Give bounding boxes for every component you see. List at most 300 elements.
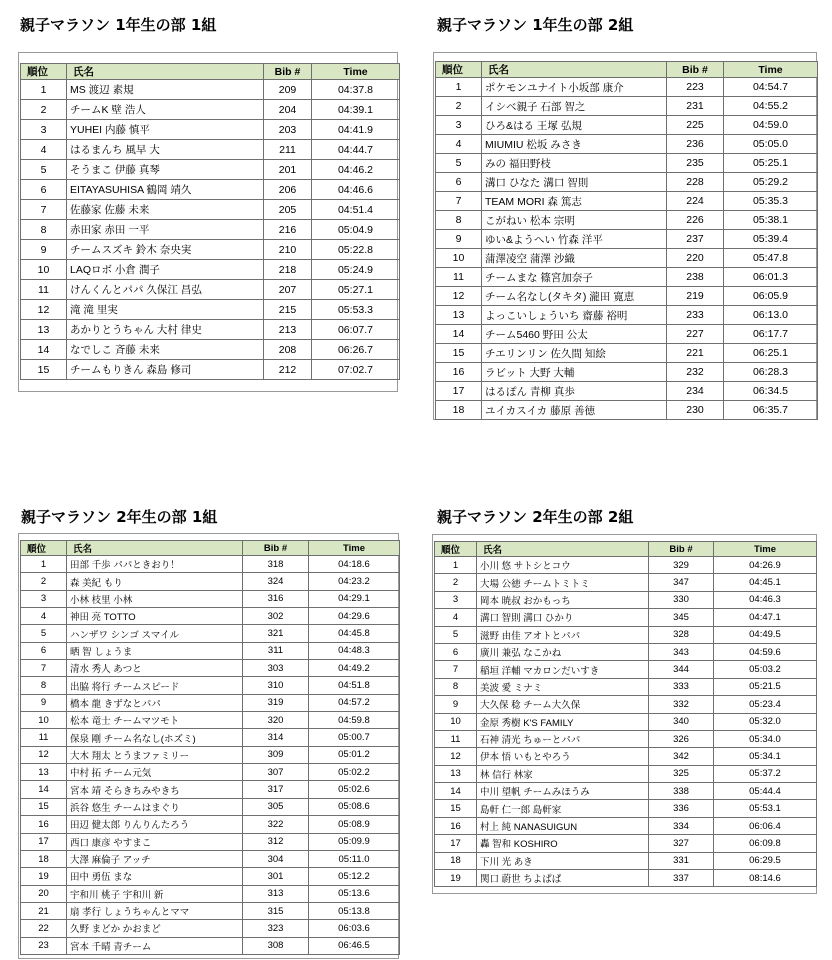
section-3-results-table: [20, 540, 400, 955]
table-row: [21, 140, 400, 160]
time-cell: 05:37.2: [714, 765, 817, 782]
time-cell: 05:03.2: [714, 661, 817, 678]
bib-cell: 345: [649, 609, 714, 626]
name-cell: 田辺 健太郎 りんりんたろう: [67, 816, 243, 833]
table-row: [436, 306, 818, 325]
rank-cell: 8: [435, 678, 477, 695]
table-row: [436, 135, 818, 154]
bib-cell: 315: [243, 902, 309, 919]
table-row: [21, 798, 400, 815]
time-cell: 05:29.2: [724, 173, 818, 192]
name-cell: 小林 枝里 小林: [67, 590, 243, 607]
table-row: [436, 211, 818, 230]
name-cell: ゆい&ようへい 竹森 洋平: [482, 230, 667, 249]
name-cell: 赤田家 赤田 一平: [67, 220, 264, 240]
rank-column-header: 順位: [436, 62, 482, 78]
rank-cell: 21: [21, 902, 67, 919]
rank-cell: 8: [21, 220, 67, 240]
rank-cell: 19: [21, 868, 67, 885]
bib-cell: 327: [649, 835, 714, 852]
rank-cell: 15: [21, 360, 67, 380]
table-row: [21, 240, 400, 260]
bib-cell: 305: [243, 798, 309, 815]
rank-cell: 2: [21, 573, 67, 590]
name-cell: チームスズキ 鈴木 奈央実: [67, 240, 264, 260]
table-row: [21, 180, 400, 200]
table-row: [21, 220, 400, 240]
table-row: [21, 590, 400, 607]
name-cell: ユイカスイカ 藤原 善徳: [482, 401, 667, 420]
table-row: [436, 97, 818, 116]
name-cell: そうまこ 伊藤 真琴: [67, 160, 264, 180]
time-cell: 07:02.7: [312, 360, 400, 380]
rank-cell: 16: [21, 816, 67, 833]
bib-cell: 329: [649, 557, 714, 574]
rank-cell: 3: [21, 120, 67, 140]
bib-cell: 215: [264, 300, 312, 320]
bib-cell: 234: [667, 382, 724, 401]
time-cell: 05:05.0: [724, 135, 818, 154]
bib-cell: 313: [243, 885, 309, 902]
name-cell: 田中 勇伍 まな: [67, 868, 243, 885]
time-cell: 04:29.6: [309, 608, 400, 625]
rank-cell: 5: [21, 160, 67, 180]
time-cell: 05:13.6: [309, 885, 400, 902]
time-cell: 06:26.7: [312, 340, 400, 360]
name-cell: 滋野 由佳 アオトとパパ: [477, 626, 649, 643]
rank-cell: 18: [435, 852, 477, 869]
bib-cell: 303: [243, 660, 309, 677]
name-cell: MIUMIU 松坂 みさき: [482, 135, 667, 154]
time-cell: 06:09.8: [714, 835, 817, 852]
table-row: [21, 608, 400, 625]
time-cell: 04:59.0: [724, 116, 818, 135]
name-cell: 浜谷 悠生 チームはまぐり: [67, 798, 243, 815]
table-row: [21, 729, 400, 746]
bib-cell: 220: [667, 249, 724, 268]
bib-cell: 225: [667, 116, 724, 135]
time-cell: 04:18.6: [309, 556, 400, 573]
bib-cell: 238: [667, 268, 724, 287]
time-cell: 04:45.1: [714, 574, 817, 591]
table-row: [21, 642, 400, 659]
bib-cell: 233: [667, 306, 724, 325]
table-header-row: [21, 541, 400, 556]
bib-cell: 206: [264, 180, 312, 200]
table-row: [436, 325, 818, 344]
rank-cell: 1: [21, 80, 67, 100]
name-cell: 扇 孝行 しょうちゃんとママ: [67, 902, 243, 919]
table-row: [435, 713, 817, 730]
bib-cell: 309: [243, 746, 309, 763]
table-row: [21, 764, 400, 781]
time-cell: 06:34.5: [724, 382, 818, 401]
time-cell: 05:11.0: [309, 850, 400, 867]
name-cell: LAQロボ 小倉 潤子: [67, 260, 264, 280]
bib-cell: 330: [649, 591, 714, 608]
rank-cell: 2: [21, 100, 67, 120]
time-cell: 04:45.8: [309, 625, 400, 642]
bib-cell: 314: [243, 729, 309, 746]
bib-cell: 209: [264, 80, 312, 100]
bib-cell: 343: [649, 643, 714, 660]
time-cell: 06:35.7: [724, 401, 818, 420]
time-cell: 04:44.7: [312, 140, 400, 160]
time-cell: 05:13.8: [309, 902, 400, 919]
rank-cell: 7: [436, 192, 482, 211]
rank-cell: 8: [436, 211, 482, 230]
table-row: [436, 401, 818, 420]
table-row: [21, 160, 400, 180]
bib-cell: 219: [667, 287, 724, 306]
rank-cell: 18: [21, 850, 67, 867]
table-row: [436, 249, 818, 268]
bib-cell: 340: [649, 713, 714, 730]
rank-cell: 15: [436, 344, 482, 363]
time-column-header: Time: [724, 62, 818, 78]
table-row: [21, 885, 400, 902]
table-row: [435, 557, 817, 574]
table-row: [21, 573, 400, 590]
rank-cell: 12: [21, 746, 67, 763]
time-cell: 05:35.3: [724, 192, 818, 211]
table-row: [21, 625, 400, 642]
rank-cell: 2: [436, 97, 482, 116]
name-cell: 中川 望帆 チームみほうみ: [477, 783, 649, 800]
table-header-row: [436, 62, 818, 78]
rank-cell: 14: [21, 340, 67, 360]
bib-cell: 236: [667, 135, 724, 154]
rank-cell: 14: [21, 781, 67, 798]
rank-cell: 20: [21, 885, 67, 902]
time-cell: 06:05.9: [724, 287, 818, 306]
table-row: [435, 696, 817, 713]
time-cell: 06:25.1: [724, 344, 818, 363]
bib-cell: 201: [264, 160, 312, 180]
time-cell: 06:29.5: [714, 852, 817, 869]
time-cell: 05:08.9: [309, 816, 400, 833]
rank-cell: 6: [435, 643, 477, 660]
name-cell: 保泉 剛 チーム名なし(ホズミ): [67, 729, 243, 746]
rank-column-header: 順位: [435, 542, 477, 557]
name-cell: 滝 滝 里実: [67, 300, 264, 320]
time-cell: 05:27.1: [312, 280, 400, 300]
rank-cell: 17: [21, 833, 67, 850]
time-cell: 05:53.3: [312, 300, 400, 320]
bib-cell: 228: [667, 173, 724, 192]
name-cell: 村上 純 NANASUIGUN: [477, 817, 649, 834]
rank-cell: 9: [435, 696, 477, 713]
bib-column-header: Bib #: [264, 64, 312, 80]
name-cell: こがねい 松本 宗明: [482, 211, 667, 230]
name-cell: あかりとうちゃん 大村 律史: [67, 320, 264, 340]
rank-cell: 7: [21, 200, 67, 220]
bib-cell: 208: [264, 340, 312, 360]
name-cell: チーム名なし(タキタ) 瀧田 寛恵: [482, 287, 667, 306]
rank-cell: 12: [21, 300, 67, 320]
bib-cell: 332: [649, 696, 714, 713]
table-row: [435, 765, 817, 782]
rank-cell: 16: [436, 363, 482, 382]
bib-cell: 221: [667, 344, 724, 363]
bib-cell: 325: [649, 765, 714, 782]
time-cell: 04:46.6: [312, 180, 400, 200]
name-cell: 大澤 麻倫子 アッチ: [67, 850, 243, 867]
rank-column-header: 順位: [21, 541, 67, 556]
bib-cell: 308: [243, 937, 309, 954]
table-row: [435, 643, 817, 660]
rank-cell: 13: [21, 764, 67, 781]
bib-cell: 211: [264, 140, 312, 160]
time-cell: 05:00.7: [309, 729, 400, 746]
name-cell: よっこいしょういち 齋藤 裕明: [482, 306, 667, 325]
time-cell: 04:29.1: [309, 590, 400, 607]
table-row: [435, 748, 817, 765]
name-cell: YUHEI 内藤 慎平: [67, 120, 264, 140]
rank-cell: 12: [436, 287, 482, 306]
name-cell: 金原 秀樹 K'S FAMILY: [477, 713, 649, 730]
time-cell: 04:55.2: [724, 97, 818, 116]
time-cell: 04:26.9: [714, 557, 817, 574]
rank-cell: 13: [436, 306, 482, 325]
bib-cell: 216: [264, 220, 312, 240]
name-cell: イシベ親子 石部 智之: [482, 97, 667, 116]
bib-cell: 213: [264, 320, 312, 340]
time-cell: 06:03.6: [309, 920, 400, 937]
name-cell: チームもりきん 森島 修司: [67, 360, 264, 380]
time-cell: 05:23.4: [714, 696, 817, 713]
bib-cell: 333: [649, 678, 714, 695]
time-cell: 06:06.4: [714, 817, 817, 834]
table-row: [436, 116, 818, 135]
bib-cell: 336: [649, 800, 714, 817]
bib-cell: 316: [243, 590, 309, 607]
table-row: [436, 154, 818, 173]
name-cell: けんくんとパパ 久保江 昌弘: [67, 280, 264, 300]
rank-cell: 23: [21, 937, 67, 954]
rank-cell: 7: [21, 660, 67, 677]
name-cell: 中村 拓 チーム元気: [67, 764, 243, 781]
rank-cell: 5: [435, 626, 477, 643]
name-cell: 島軒 仁一郎 島軒家: [477, 800, 649, 817]
bib-column-header: Bib #: [649, 542, 714, 557]
table-row: [21, 660, 400, 677]
table-row: [21, 868, 400, 885]
table-row: [21, 850, 400, 867]
rank-cell: 13: [21, 320, 67, 340]
table-row: [21, 833, 400, 850]
bib-cell: 218: [264, 260, 312, 280]
section-3-title: 親子マラソン 2年生の部 1組: [21, 508, 218, 526]
time-cell: 04:51.4: [312, 200, 400, 220]
rank-cell: 6: [436, 173, 482, 192]
time-cell: 06:01.3: [724, 268, 818, 287]
rank-cell: 1: [21, 556, 67, 573]
bib-cell: 230: [667, 401, 724, 420]
name-cell: チームK 壁 浩人: [67, 100, 264, 120]
bib-cell: 331: [649, 852, 714, 869]
time-cell: 05:12.2: [309, 868, 400, 885]
name-cell: MS 渡辺 素規: [67, 80, 264, 100]
name-column-header: 氏名: [67, 64, 264, 80]
rank-cell: 5: [436, 154, 482, 173]
rank-cell: 6: [21, 180, 67, 200]
rank-cell: 3: [21, 590, 67, 607]
table-row: [435, 817, 817, 834]
rank-cell: 14: [435, 783, 477, 800]
name-cell: なでしこ 斉藤 未来: [67, 340, 264, 360]
bib-cell: 307: [243, 764, 309, 781]
bib-cell: 317: [243, 781, 309, 798]
table-row: [21, 120, 400, 140]
rank-cell: 13: [435, 765, 477, 782]
rank-cell: 8: [21, 677, 67, 694]
name-cell: はるまんち 風早 大: [67, 140, 264, 160]
rank-cell: 17: [436, 382, 482, 401]
name-cell: 廣川 兼弘 なこかね: [477, 643, 649, 660]
time-cell: 04:46.2: [312, 160, 400, 180]
table-row: [21, 902, 400, 919]
name-cell: チームまな 篠宮加奈子: [482, 268, 667, 287]
table-row: [435, 661, 817, 678]
time-column-header: Time: [714, 542, 817, 557]
name-cell: 下川 光 あき: [477, 852, 649, 869]
table-row: [21, 100, 400, 120]
bib-cell: 311: [243, 642, 309, 659]
name-cell: 清水 秀人 あつと: [67, 660, 243, 677]
name-cell: 林 信行 林家: [477, 765, 649, 782]
rank-column-header: 順位: [21, 64, 67, 80]
time-cell: 04:48.3: [309, 642, 400, 659]
bib-cell: 322: [243, 816, 309, 833]
time-cell: 05:39.4: [724, 230, 818, 249]
rank-cell: 11: [21, 729, 67, 746]
table-row: [21, 280, 400, 300]
name-cell: 宮本 千晴 青チーム: [67, 937, 243, 954]
name-column-header: 氏名: [482, 62, 667, 78]
bib-column-header: Bib #: [243, 541, 309, 556]
rank-cell: 11: [21, 280, 67, 300]
name-cell: 大木 翔太 とうまファミリー: [67, 746, 243, 763]
name-cell: ひろ&はる 王塚 弘規: [482, 116, 667, 135]
name-cell: 宮本 靖 そらきちみやきち: [67, 781, 243, 798]
time-cell: 04:49.2: [309, 660, 400, 677]
table-row: [435, 800, 817, 817]
table-row: [21, 80, 400, 100]
bib-cell: 302: [243, 608, 309, 625]
name-cell: 田部 千歩 パパときおり！: [67, 556, 243, 573]
name-cell: 岡本 暁叔 おかもっち: [477, 591, 649, 608]
rank-cell: 19: [435, 870, 477, 887]
table-row: [21, 712, 400, 729]
time-cell: 05:08.6: [309, 798, 400, 815]
bib-cell: 326: [649, 730, 714, 747]
name-column-header: 氏名: [67, 541, 243, 556]
name-cell: ポケモンユナイト小坂部 康介: [482, 78, 667, 97]
section-4-results-table: [434, 541, 817, 887]
bib-cell: 205: [264, 200, 312, 220]
table-row: [21, 677, 400, 694]
time-cell: 04:37.8: [312, 80, 400, 100]
name-cell: みの 福田野枝: [482, 154, 667, 173]
rank-cell: 9: [436, 230, 482, 249]
name-cell: 蒲澤凌空 蒲澤 沙織: [482, 249, 667, 268]
name-cell: 橋本 龍 きずなとパパ: [67, 694, 243, 711]
name-cell: はるぽん 青柳 真歩: [482, 382, 667, 401]
name-cell: 西口 康彦 やすまこ: [67, 833, 243, 850]
time-cell: 04:49.5: [714, 626, 817, 643]
table-row: [435, 591, 817, 608]
name-cell: 伊本 悟 いもとやろう: [477, 748, 649, 765]
table-row: [436, 230, 818, 249]
time-cell: 04:23.2: [309, 573, 400, 590]
name-cell: 小川 悠 サトシとコウ: [477, 557, 649, 574]
time-column-header: Time: [312, 64, 400, 80]
time-cell: 04:54.7: [724, 78, 818, 97]
rank-cell: 3: [435, 591, 477, 608]
time-cell: 05:32.0: [714, 713, 817, 730]
table-row: [435, 609, 817, 626]
name-cell: 神田 亮 TOTTO: [67, 608, 243, 625]
bib-cell: 310: [243, 677, 309, 694]
table-row: [435, 870, 817, 887]
bib-cell: 347: [649, 574, 714, 591]
rank-cell: 9: [21, 694, 67, 711]
rank-cell: 1: [436, 78, 482, 97]
table-row: [435, 852, 817, 869]
rank-cell: 16: [435, 817, 477, 834]
name-cell: 美波 愛 ミナミ: [477, 678, 649, 695]
name-cell: チエリンリン 佐久間 知絵: [482, 344, 667, 363]
rank-cell: 10: [436, 249, 482, 268]
bib-column-header: Bib #: [667, 62, 724, 78]
bib-cell: 237: [667, 230, 724, 249]
bib-cell: 223: [667, 78, 724, 97]
time-cell: 06:17.7: [724, 325, 818, 344]
time-cell: 08:14.6: [714, 870, 817, 887]
name-cell: 大久保 稔 チーム大久保: [477, 696, 649, 713]
bib-cell: 328: [649, 626, 714, 643]
name-cell: ラビット 大野 大輔: [482, 363, 667, 382]
rank-cell: 6: [21, 642, 67, 659]
rank-cell: 1: [435, 557, 477, 574]
time-cell: 05:34.1: [714, 748, 817, 765]
time-cell: 05:02.6: [309, 781, 400, 798]
bib-cell: 321: [243, 625, 309, 642]
section-2-results-table: [435, 61, 818, 420]
name-cell: 佐藤家 佐藤 未来: [67, 200, 264, 220]
bib-cell: 319: [243, 694, 309, 711]
table-row: [435, 678, 817, 695]
table-row: [21, 694, 400, 711]
name-cell: EITAYASUHISA 鶴岡 靖久: [67, 180, 264, 200]
table-row: [436, 382, 818, 401]
time-cell: 05:25.1: [724, 154, 818, 173]
bib-cell: 318: [243, 556, 309, 573]
rank-cell: 15: [21, 798, 67, 815]
table-row: [21, 556, 400, 573]
name-cell: 晒 智 しょうま: [67, 642, 243, 659]
bib-cell: 304: [243, 850, 309, 867]
rank-cell: 10: [435, 713, 477, 730]
time-cell: 05:34.0: [714, 730, 817, 747]
table-row: [435, 574, 817, 591]
table-row: [435, 783, 817, 800]
time-cell: 05:09.9: [309, 833, 400, 850]
bib-cell: 312: [243, 833, 309, 850]
table-row: [436, 173, 818, 192]
name-cell: 宇和川 桃子 宇和川 新: [67, 885, 243, 902]
